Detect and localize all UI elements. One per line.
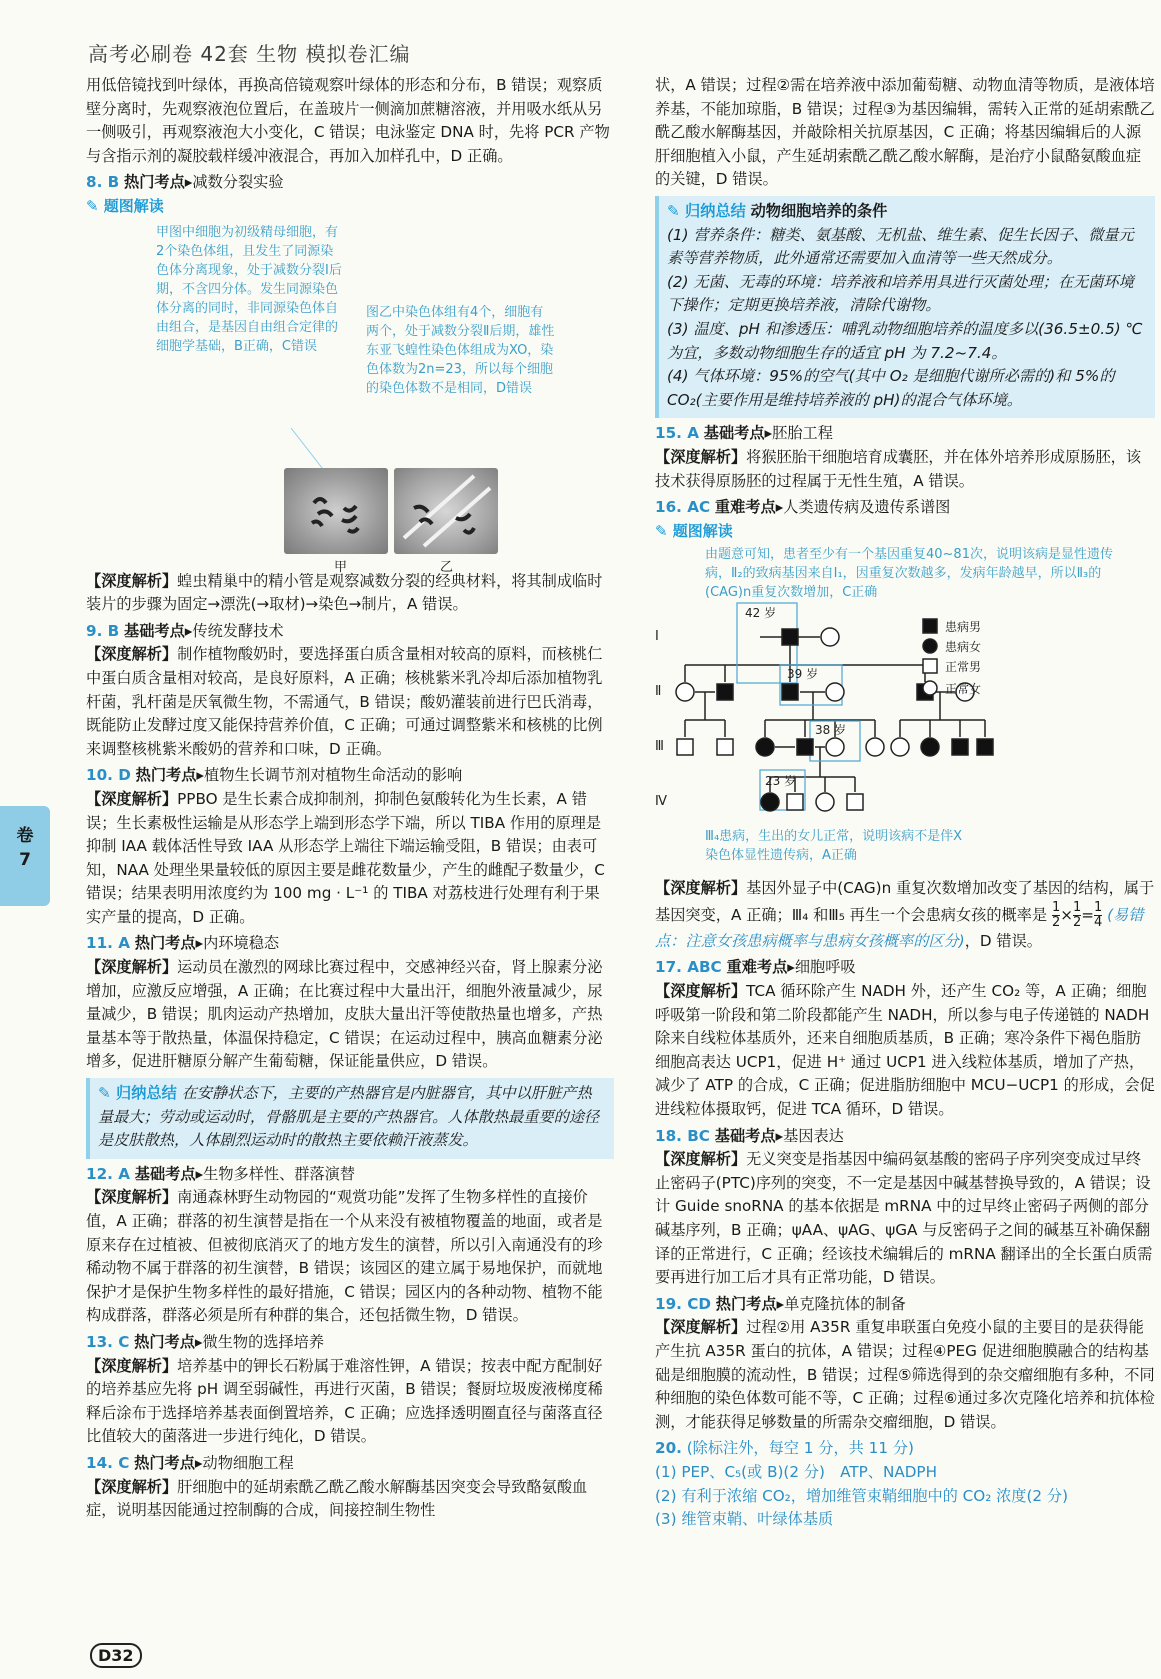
q8-keypoint: 热门考点 [124, 173, 185, 192]
left-column [86, 74, 614, 1523]
q14-summary-item-2: (2) 无菌、无毒的环境：培养液和培养用具进行灭菌处理；在无菌环境下操作；定期更换培养液，清除代谢物。 [667, 272, 1134, 315]
q19-number: 19. CD [655, 1294, 711, 1313]
fraction-3-den: 4 [1093, 914, 1103, 930]
question-15 [655, 422, 1155, 493]
volume-tab [0, 806, 50, 906]
q9-topic: ▸传统发酵技术 [184, 621, 284, 640]
q16-figure-title: ✎ 题图解读 [655, 521, 733, 540]
q18-number: 18. BC [655, 1126, 710, 1145]
q15-keypoint: 基础考点 [703, 424, 765, 443]
q13-topic: ▸微生物的选择培养 [194, 1332, 325, 1351]
age-label-42: 42 岁 [745, 606, 777, 621]
q10-number: 10. D [86, 766, 131, 785]
q15-number: 15. A [655, 424, 699, 443]
q14-summary-item-3: (3) 温度、pH 和渗透压：哺乳动物细胞培养的温度多以(36.5±0.5) ℃为宜，多数动物细胞生存的适宜 pH 为 7.2~7.4。 [667, 319, 1143, 362]
q18-analysis-label: 【深度解析】 [655, 1150, 747, 1169]
q17-analysis: TCA 循环除产生 NADH 外，还产生 CO₂ 等，A 正确；细胞呼吸第一阶段和第二阶段都能产生 NADH，所以参与电子传递链的 NADH 除来自线粒体基质外，还来自细胞质基质，B 正确；寒冷条件下褐色脂肪细胞高表达 UCP1，促进 H⁺ 通过 UCP1 进入线粒体基质，增加了产热，减少了 ATP 的合成，C 正确；促进脂肪细胞中 MCU−UCP1 的形成，会促进线粒体摄取钙，促进 TCA 循环，D 错误。 [655, 982, 1155, 1119]
question-20 [655, 1437, 1155, 1531]
micrograph-b-label: 乙 [440, 559, 454, 575]
q12-number: 12. A [86, 1164, 130, 1183]
question-8 [86, 171, 614, 616]
gen-label-4: Ⅳ [655, 794, 667, 810]
question-18 [655, 1125, 1155, 1290]
q16-figure-title-text: 题图解读 [672, 521, 733, 540]
q14-analysis: 肝细胞中的延胡索酰乙酰乙酸水解酶基因突变会导致酪氨酸血症，说明基因能通过控制酶的合成，间接控制生物性 [86, 1477, 588, 1520]
question-12 [86, 1163, 614, 1328]
q14-summary-subtitle: 动物细胞培养的条件 [750, 201, 888, 220]
intro-text-right: 状，A 错误；过程②需在培养液中添加葡萄糖、动物血清等物质，是液体培养基，不能加琼脂，B 错误；过程③为基因编辑，需转入正常的延胡索酰乙酰乙酸水解酶基因，并敲除相关抗原基因，C 正确；将基因编辑后的人源肝细胞植入小鼠，产生延胡索酰乙酰乙酸水解酶，是治疗小鼠酪氨酸血症的关键，D 错误。 [655, 76, 1155, 189]
q17-keypoint: 重难考点 [726, 958, 788, 977]
q16-analysis-label: 【深度解析】 [655, 879, 747, 898]
q19-topic: ▸单克隆抗体的制备 [776, 1294, 906, 1313]
question-16: 16. AC 重难考点▸人类遗传病及遗传系谱图 ✎ 题图解读 由题意可知，患者至少有一个基因重复40~81次，说明该病是显性遗传病，Ⅱ₂的致病基因来自Ⅰ₁，因重复次数越多，发病年龄越早，所以Ⅱ₃的(CAG)n重复次数增加，C正确 Ⅰ Ⅱ Ⅲ Ⅳ 42 岁 39 岁 38 岁 23 岁 患病男 患病女 正常男 正常女 Ⅲ₄患病，生出的女儿正常，说明该病不是伴X染色体显性遗传病，A正确 【深度解析】基因外显子中(CAG)n 重复次数增加改变了基因的结构，属于基因突变，A 正确；Ⅲ₄ 和Ⅲ₅ 再生一个会患病女孩的概率是 $\frac{1}{2}$ × $\frac{1}{2}$ = $\frac{1}{4}$ (易错点：注意女孩患病概率与患病女孩概率的区分)，D 错误。 [655, 498, 1155, 950]
q19-analysis: 过程②用 A35R 重复串联蛋白免疫小鼠的主要目的是获得能产生抗 A35R 蛋白的抗体，A 错误；过程④PEG 促进细胞膜融合的结构基础是细胞膜的流动性，B 错误；过程⑤筛选得到的杂交瘤细胞有多种，不同种细胞的染色体数可能不等，C 正确；过程⑥通过多次克隆化培养和抗体检测，才能获得足够数量的所需杂交瘤细胞，D 错误。 [655, 1318, 1155, 1431]
q14-keypoint: 热门考点 [134, 1453, 195, 1472]
question-9 [86, 620, 614, 762]
q18-keypoint: 基础考点 [714, 1126, 776, 1145]
question-11 [86, 932, 614, 1158]
q20-answer-3: (3) 维管束鞘、叶绿体基质 [655, 1510, 834, 1529]
fraction-2-den: 2 [1072, 914, 1082, 930]
q14-summary-title: ✎ 归纳总结 [667, 201, 746, 220]
age-label-23: 23 岁 [765, 774, 797, 789]
q13-keypoint: 热门考点 [134, 1332, 195, 1351]
fraction-3 [1094, 901, 1102, 930]
q15-analysis: 将猴胚胎干细胞培育成囊胚，并在体外培养形成原肠胚，该技术获得原肠胚的过程属于无性生殖，A 错误。 [655, 447, 1141, 490]
volume-tab-label: 卷 [16, 826, 34, 846]
q14-topic: ▸动物细胞工程 [194, 1453, 294, 1472]
right-column [655, 74, 1155, 1532]
q19-keypoint: 热门考点 [715, 1294, 777, 1313]
legend-affected-male: 患病男 [945, 620, 982, 635]
q9-analysis-label: 【深度解析】 [86, 645, 178, 664]
q17-topic: ▸细胞呼吸 [787, 958, 856, 977]
question-10 [86, 764, 614, 929]
q8-note-b: 图乙中染色体组有4个，细胞有两个，处于减数分裂Ⅱ后期，雄性东亚飞蝗性染色体组成为XO，染色体数为2n=23，所以每个细胞的染色体数不是相同，D错误 [366, 304, 555, 396]
fraction-3-num: 1 [1093, 899, 1103, 915]
q16-analysis-a: 基因外显子中(CAG)n 重复次数增加改变了基因的结构，属于基因突变，A 正确；Ⅲ₄ 和Ⅲ₅ 再生一个会患病女孩的概率是 [655, 879, 1155, 924]
legend-normal-male: 正常男 [945, 660, 982, 675]
q12-keypoint: 基础考点 [134, 1164, 196, 1183]
q16-analysis-b: ，D 错误。 [964, 931, 1042, 950]
q18-topic: ▸基因表达 [775, 1126, 844, 1145]
chromosome-b-icon [394, 468, 498, 554]
fraction-2-num: 1 [1072, 899, 1082, 915]
q8-topic: ▸减数分裂实验 [184, 173, 284, 192]
q11-topic: ▸内环境稳态 [195, 934, 280, 953]
q19-analysis-label: 【深度解析】 [655, 1318, 747, 1337]
question-17 [655, 956, 1155, 1121]
q16-topic: ▸人类遗传病及遗传系谱图 [775, 498, 951, 517]
q16-note-top: 由题意可知，患者至少有一个基因重复40~81次，说明该病是显性遗传病，Ⅱ₂的致病基因来自Ⅰ₁，因重复次数越多，发病年龄越早，所以Ⅱ₃的(CAG)n重复次数增加，C正确 [705, 547, 1113, 601]
q11-summary-title: ✎ 归纳总结 [98, 1084, 177, 1103]
q8-number: 8. B [86, 173, 120, 192]
q9-analysis: 制作植物酸奶时，要选择蛋白质含量相对较高的原料，而核桃仁中蛋白质含量相对较高，是良好原料，A 正确；核桃紫米乳冷却后添加植物乳杆菌，乳杆菌是厌氧微生物，不需通气，B 错误；酸奶灌装前进行巴氏消毒，既能防止发酵过度又能保持营养价值，C 正确；可通过调整紫米和核桃的比例来调整核桃紫米酸奶的营养和口味，D 正确。 [86, 645, 603, 758]
q16-number: 16. AC [655, 498, 711, 517]
q20-answer-1: (1) PEP、C₅(或 B)(2 分) ATP、NADPH [655, 1462, 937, 1481]
page-header: 高考必刷卷 42套 生物 模拟卷汇编 [88, 42, 411, 66]
q8-figure [86, 223, 614, 575]
q8-analysis-label: 【深度解析】 [86, 571, 178, 590]
q15-analysis-label: 【深度解析】 [655, 447, 747, 466]
page-number: D32 [90, 1643, 142, 1668]
q18-analysis: 无义突变是指基因中编码氨基酸的密码子序列突变成过早终止密码子(PTC)序列的突变，不一定是基因中碱基替换导致的，A 错误；设计 Guide snoRNA 的基本依据是 mRNA 中的过早终止密码子两侧的部分碱基序列，B 正确；ψAA、ψAG、ψGA 与反密码子之间的碱基互补确保翻译的正常进行，C 正确；经该技术编辑后的 mRNA 翻译出的全长蛋白质需要再进行加工后才具有正常功能，D 错误。 [655, 1150, 1153, 1287]
q13-analysis-label: 【深度解析】 [86, 1356, 178, 1375]
q16-pedigree-figure [655, 545, 1155, 875]
micrograph-a [284, 468, 388, 554]
q14-summary-title-text: 归纳总结 [685, 201, 746, 220]
q17-number: 17. ABC [655, 958, 722, 977]
q12-analysis-label: 【深度解析】 [86, 1188, 178, 1207]
q8-figure-title-text: 题图解读 [103, 196, 164, 215]
question-14 [86, 1452, 614, 1523]
intro-text-left: 用低倍镜找到叶绿体，再换高倍镜观察叶绿体的形态和分布，B 错误；观察质壁分离时，先观察液泡位置后，在盖玻片一侧滴加蔗糖溶液，并用吸水纸从另一侧吸引，再观察液泡大小变化，C 错误；电泳鉴定 DNA 时，先将 PCR 产物与含指示剂的凝胶载样缓冲液混合，再加入加样孔中，D 正确。 [86, 76, 610, 165]
age-label-39: 39 岁 [787, 667, 819, 682]
pedigree-chart [655, 545, 1155, 875]
gen-label-2: Ⅱ [655, 684, 662, 700]
fraction-2 [1073, 901, 1081, 930]
q12-analysis: 南通森林野生动物园的“观赏功能”发挥了生物多样性的直接价值，A 正确；群落的初生演替是指在一个从来没有被植物覆盖的地面，或者是原来存在过植被、但被彻底消灭了的地方发生的演替，所以引入南通没有的珍稀动物不属于群落的初生演替，B 错误；该园区的建立属于易地保护，而就地保护才是保护生物多样性的最好措施，C 错误；园区内的各种动物、植物不能构成群落，群落必须是所有种群的集合，还包括微生物，D 错误。 [86, 1188, 603, 1325]
q11-summary-box [86, 1078, 614, 1159]
q14-summary-item-4: (4) 气体环境：95%的空气(其中 O₂ 是细胞代谢所必需的)和 5%的 CO₂(主要作用是维持培养液的 pH)的混合气体环境。 [667, 367, 1115, 409]
gen-label-1: Ⅰ [655, 629, 659, 645]
q12-topic: ▸生物多样性、群落演替 [195, 1164, 356, 1183]
gen-label-3: Ⅲ [655, 739, 664, 755]
q13-analysis: 培养基中的钾长石粉属于难溶性钾，A 错误；按表中配方配制好的培养基应先将 pH 调至弱碱性，再进行灭菌，B 错误；餐厨垃圾废液梯度稀释后涂布于选择培养基表面倒置培养，C 正确；应选择透明圈直径与菌落直径比值较大的菌落进一步进行纯化，D 错误。 [86, 1356, 603, 1446]
q15-topic: ▸胚胎工程 [764, 424, 833, 443]
fraction-1-num: 1 [1051, 899, 1061, 915]
q11-keypoint: 热门考点 [134, 934, 196, 953]
chromosome-a-icon [284, 468, 388, 554]
q10-analysis-label: 【深度解析】 [86, 789, 178, 808]
fraction-1 [1052, 901, 1060, 930]
q14-number: 14. C [86, 1453, 130, 1472]
q9-keypoint: 基础考点 [124, 621, 185, 640]
q20-answer-2: (2) 有利于浓缩 CO₂，增加维管束鞘细胞中的 CO₂ 浓度(2 分) [655, 1486, 1069, 1505]
q11-analysis: 运动员在激烈的网球比赛过程中，交感神经兴奋，肾上腺素分泌增加，应激反应增强，A 正确；在比赛过程中大量出汗，细胞外液量减少，尿量减少，B 错误；肌肉运动产热增加，皮肤大量出汗等使散热量也增多，产热量基本等于散热量，体温保持稳定，C 错误；在运动过程中，胰高血糖素分泌增多，促进肝糖原分解产生葡萄糖，保证能量供应，D 错误。 [86, 958, 603, 1071]
q10-analysis: PPBO 是生长素合成抑制剂，抑制色氨酸转化为生长素，A 错误；生长素极性运输是从形态学上端到形态学下端，所以 TIBA 作用的原理是抑制 IAA 载体活性导致 IAA 从形态学上端往下端运输受阻，B 错误；由表可知，NAA 处理坐果量较低的原因主要是雌花数量少，产生的雌配子数量少，C 错误；结果表明用浓度约为 100 mg · L⁻¹ 的 TIBA 对荔枝进行处理有利于果实产量的提高，D 正确。 [86, 789, 605, 926]
q20-head: (除标注外，每空 1 分，共 11 分) [686, 1439, 914, 1458]
q10-keypoint: 热门考点 [135, 766, 197, 785]
volume-tab-number: 7 [19, 850, 31, 870]
q10-topic: ▸植物生长调节剂对植物生命活动的影响 [196, 766, 463, 785]
q14-summary-item-1: (1) 营养条件：糖类、氨基酸、无机盐、维生素、促生长因子、微量元素等营养物质，此外通常还需要加入血清等一些天然成分。 [667, 225, 1134, 268]
q14-summary-box [655, 196, 1155, 418]
q20-number: 20. [655, 1439, 682, 1458]
q11-summary-title-text: 归纳总结 [116, 1084, 177, 1103]
q13-number: 13. C [86, 1332, 130, 1351]
fraction-1-den: 2 [1051, 914, 1061, 930]
q9-number: 9. B [86, 621, 120, 640]
q16-tip: (易错点：注意女孩患病概率与患病女孩概率的区分) [655, 905, 1144, 950]
question-13 [86, 1331, 614, 1449]
legend-normal-female: 正常女 [945, 682, 982, 697]
micrograph-b [394, 468, 498, 554]
q8-analysis: 蝗虫精巢中的精小管是观察减数分裂的经典材料，将其制成临时装片的步骤为固定→漂洗(→取材)→染色→制片，A 错误。 [86, 571, 603, 614]
q14-analysis-label: 【深度解析】 [86, 1477, 178, 1496]
question-19 [655, 1293, 1155, 1435]
q17-analysis-label: 【深度解析】 [655, 982, 747, 1001]
legend-affected-female: 患病女 [945, 640, 982, 655]
q11-summary-text: 在安静状态下，主要的产热器官是内脏器官，其中以肝脏产热量最大；劳动或运动时，骨骼肌是主要的产热器官。人体散热最重要的途径是皮肤散热，人体剧烈运动时的散热主要依赖汗液蒸发。 [98, 1084, 600, 1150]
q11-analysis-label: 【深度解析】 [86, 958, 178, 977]
age-label-38: 38 岁 [815, 723, 847, 738]
q16-keypoint: 重难考点 [714, 498, 776, 517]
q8-figure-title: ✎ 题图解读 [86, 196, 164, 215]
q8-note-a: 甲图中细胞为初级精母细胞，有2个染色体组，且发生了同源染色体分离现象，处于减数分裂Ⅰ后期，不含四分体。发生同源染色体分离的同时，非同源染色体自由组合，是基因自由组合定律的细胞学基础，B正确，C错误 [156, 224, 342, 354]
q16-note-bottom: Ⅲ₄患病，生出的女儿正常，说明该病不是伴X染色体显性遗传病，A正确 [705, 829, 963, 864]
micrograph-a-label: 甲 [334, 559, 348, 575]
q11-number: 11. A [86, 934, 130, 953]
